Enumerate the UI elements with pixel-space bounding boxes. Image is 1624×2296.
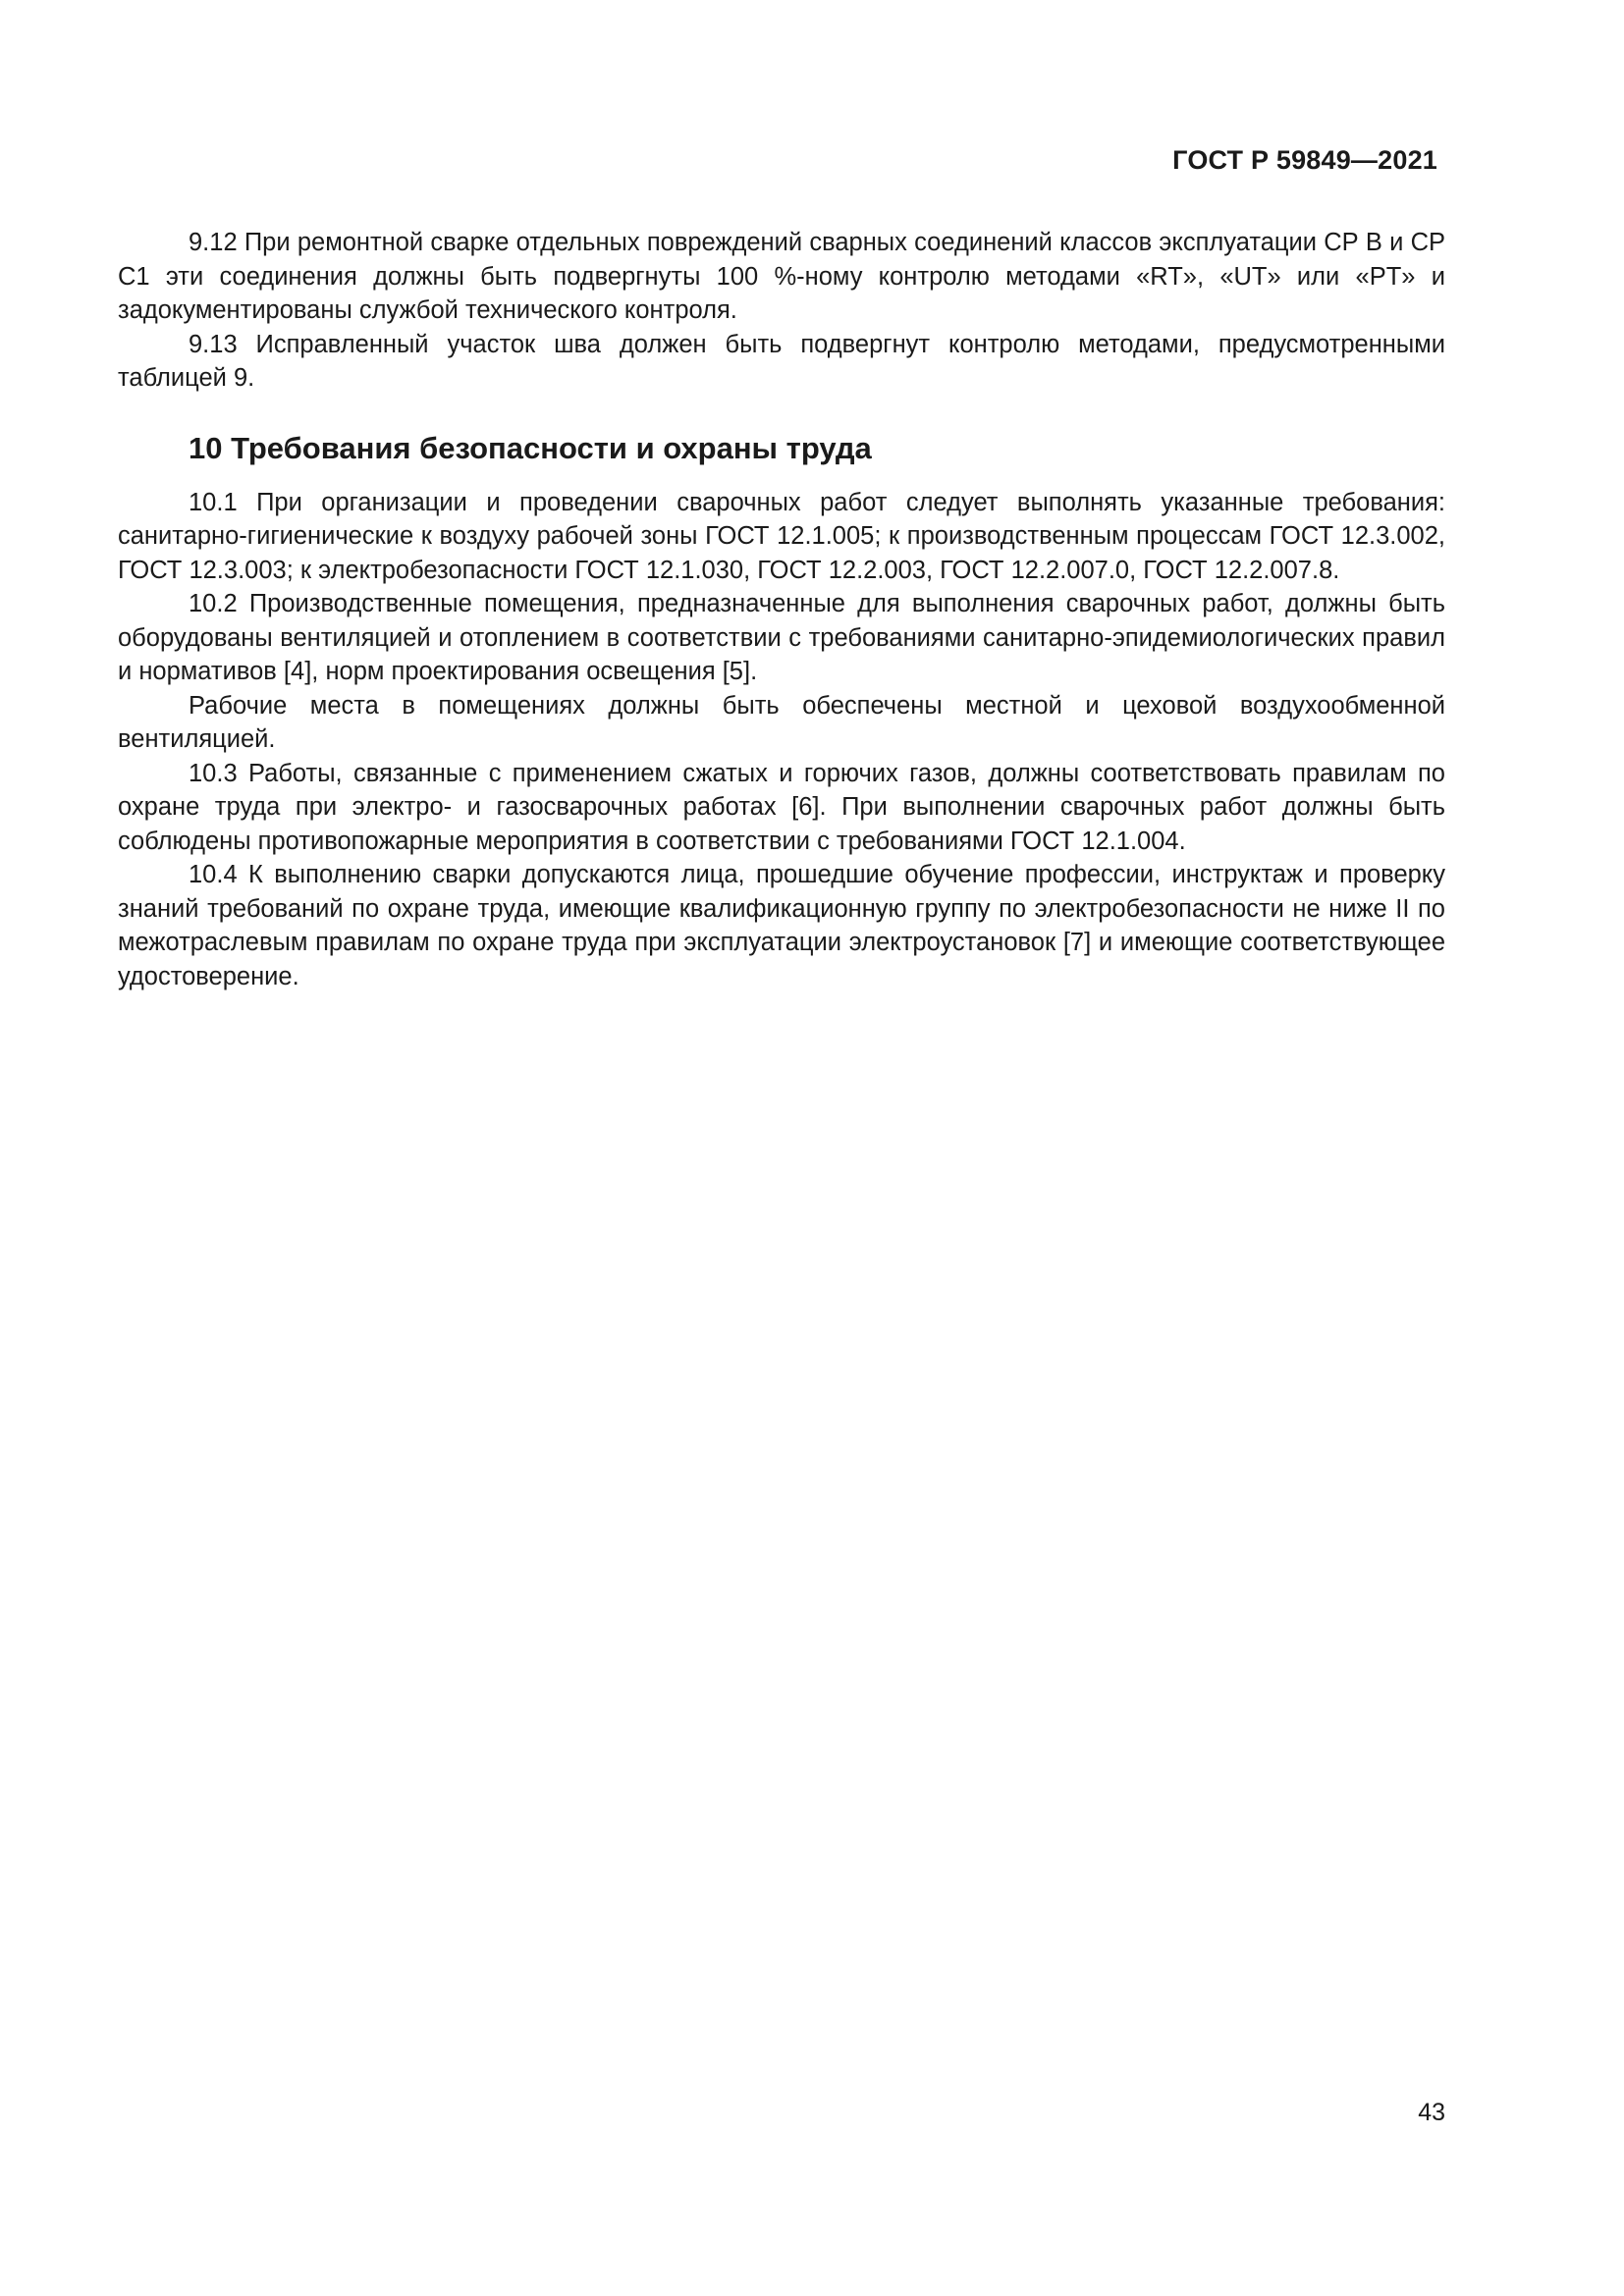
page-number: 43 <box>1418 2099 1445 2126</box>
paragraph-10-2: 10.2 Производственные помещения, предназначенные для выполнения сварочных работ, должны быть оборудованы вентиляцией и отоплением в соответствии с требованиями санитарно-эпидемиологических правил и нормативов [4], норм проектирования освещения [5]. <box>118 590 1445 685</box>
paragraph-10-3: 10.3 Работы, связанные с применением сжатых и горючих газов, должны соответствовать правилам по охране труда при электро- и газосварочных работах [6]. При выполнении сварочных работ должны быть соблюдены противопожарные мероприятия в соответствии с требованиями ГОСТ 12.1.004. <box>118 759 1445 855</box>
paragraph-10-1: 10.1 При организации и проведении сварочных работ следует выполнять указанные требования: санитарно-гигиенические к воздуху рабочей зоны ГОСТ 12.1.005; к производственным процессам ГОСТ 12.3.002, ГОСТ 12.3.003; к электробезопасности ГОСТ 12.1.030, ГОСТ 12.2.003, ГОСТ 12.2.007.0, ГОСТ 12.2.007.8. <box>118 488 1445 584</box>
document-body <box>118 226 1445 993</box>
section-title: 10 Требования безопасности и охраны труда <box>189 430 872 465</box>
document-header-id: ГОСТ Р 59849—2021 <box>1172 145 1437 175</box>
paragraph-9-12: 9.12 При ремонтной сварке отдельных повреждений сварных соединений классов эксплуатации СР В и СР С1 эти соединения должны быть подвергнуты 100 %-ному контролю методами «RT», «UT» или «PT» и задокументированы службой технического контроля. <box>118 229 1445 324</box>
paragraph-10-2-workplaces: Рабочие места в помещениях должны быть обеспечены местной и цеховой воздухообменной вентиляцией. <box>118 691 1445 753</box>
paragraph-9-13: 9.13 Исправленный участок шва должен быть подвергнут контролю методами, предусмотренными таблицей 9. <box>118 330 1445 392</box>
paragraph-10-4: 10.4 К выполнению сварки допускаются лица, прошедшие обучение профессии, инструктаж и проверку знаний требований по охране труда, имеющие квалификационную группу по электробезопасности не ниже II по межотраслевым правилам по охране труда при эксплуатации электроустановок [7] и имеющие соответствующее удостоверение. <box>118 861 1445 990</box>
